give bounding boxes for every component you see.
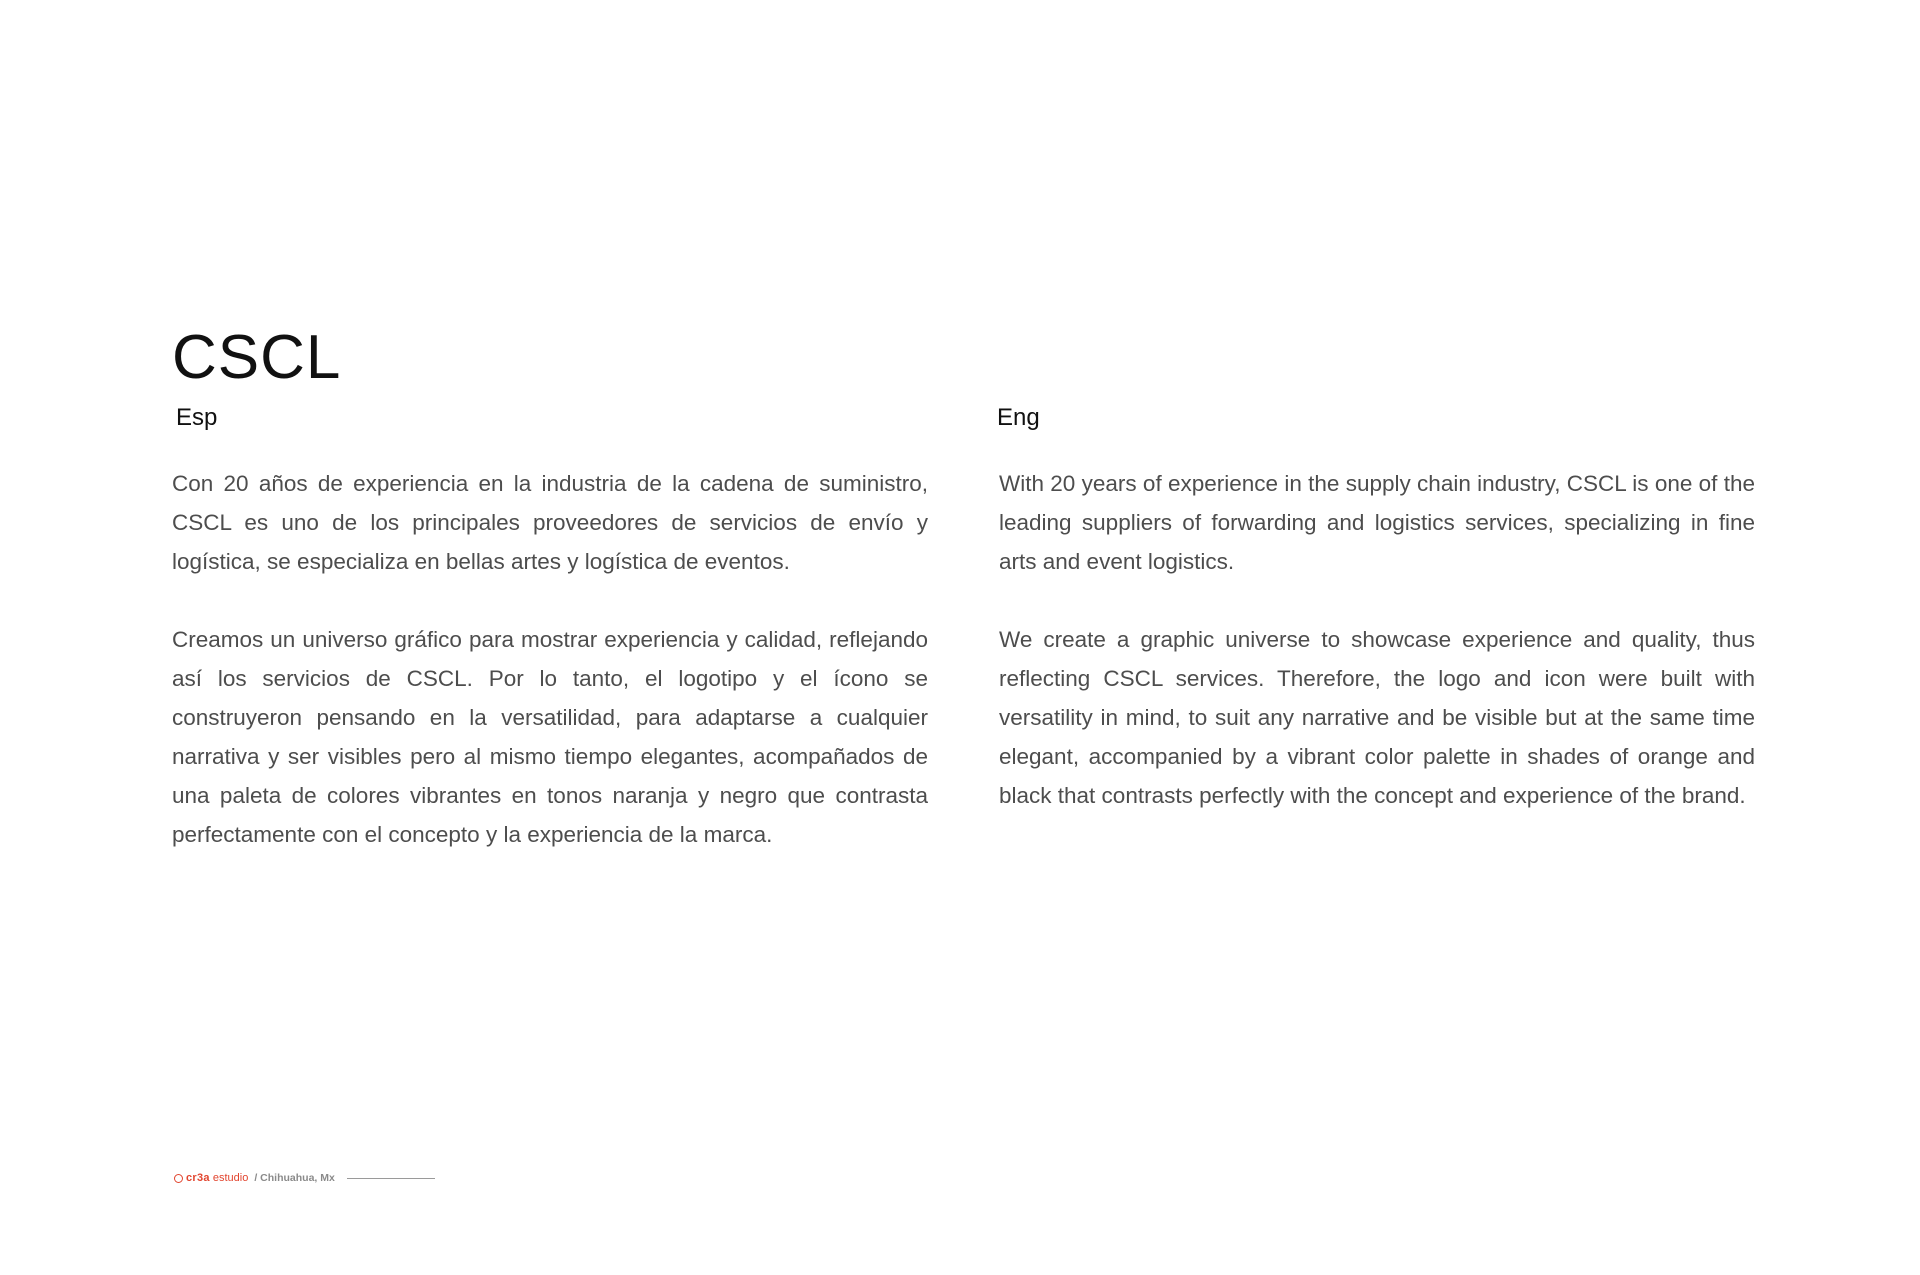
english-paragraph-2: We create a graphic universe to showcase experience and quality, thus reflecting CSCL services. Therefore, the logo and icon were built with versatility in mind, to suit any narrative and be visible but at the same time elegant, accompanied by a vibrant color palette in shades of orange and black that contrasts perfectly with the concept and experience of the brand. <box>999 627 1755 808</box>
english-label: Eng <box>997 404 1040 431</box>
brand-name-light: estudio <box>212 1172 249 1184</box>
brand-logo <box>174 1172 248 1184</box>
spanish-column <box>172 398 928 893</box>
brand-name-bold: cr3a <box>186 1172 210 1184</box>
spanish-label: Esp <box>176 404 218 431</box>
circle-logo-icon <box>174 1174 183 1183</box>
spanish-paragraph-2: Creamos un universo gráfico para mostrar experiencia y calidad, reflejando así los servicios de CSCL. Por lo tanto, el logotipo y el ícono se construyeron pensando en la versatilidad, para adaptarse a cualquier narrativa y ser visibles pero al mismo tiempo elegantes, acompañados de una paleta de colores vibrantes en tonos naranja y negro que contrasta perfectamente con el concepto y la experiencia de la marca. <box>172 627 928 847</box>
footer-divider <box>347 1178 435 1179</box>
footer-location: / Chihuahua, Mx <box>254 1172 335 1184</box>
footer <box>174 1168 435 1188</box>
spanish-paragraph-1: Con 20 años de experiencia en la industria de la cadena de suministro, CSCL es uno de los principales proveedores de servicios de envío y logística, se especializa en bellas artes y logística de eventos. <box>172 471 928 574</box>
english-column <box>999 398 1755 854</box>
page-title: CSCL <box>172 323 342 392</box>
english-paragraph-1: With 20 years of experience in the supply chain industry, CSCL is one of the leading suppliers of forwarding and logistics services, specializing in fine arts and event logistics. <box>999 471 1755 574</box>
